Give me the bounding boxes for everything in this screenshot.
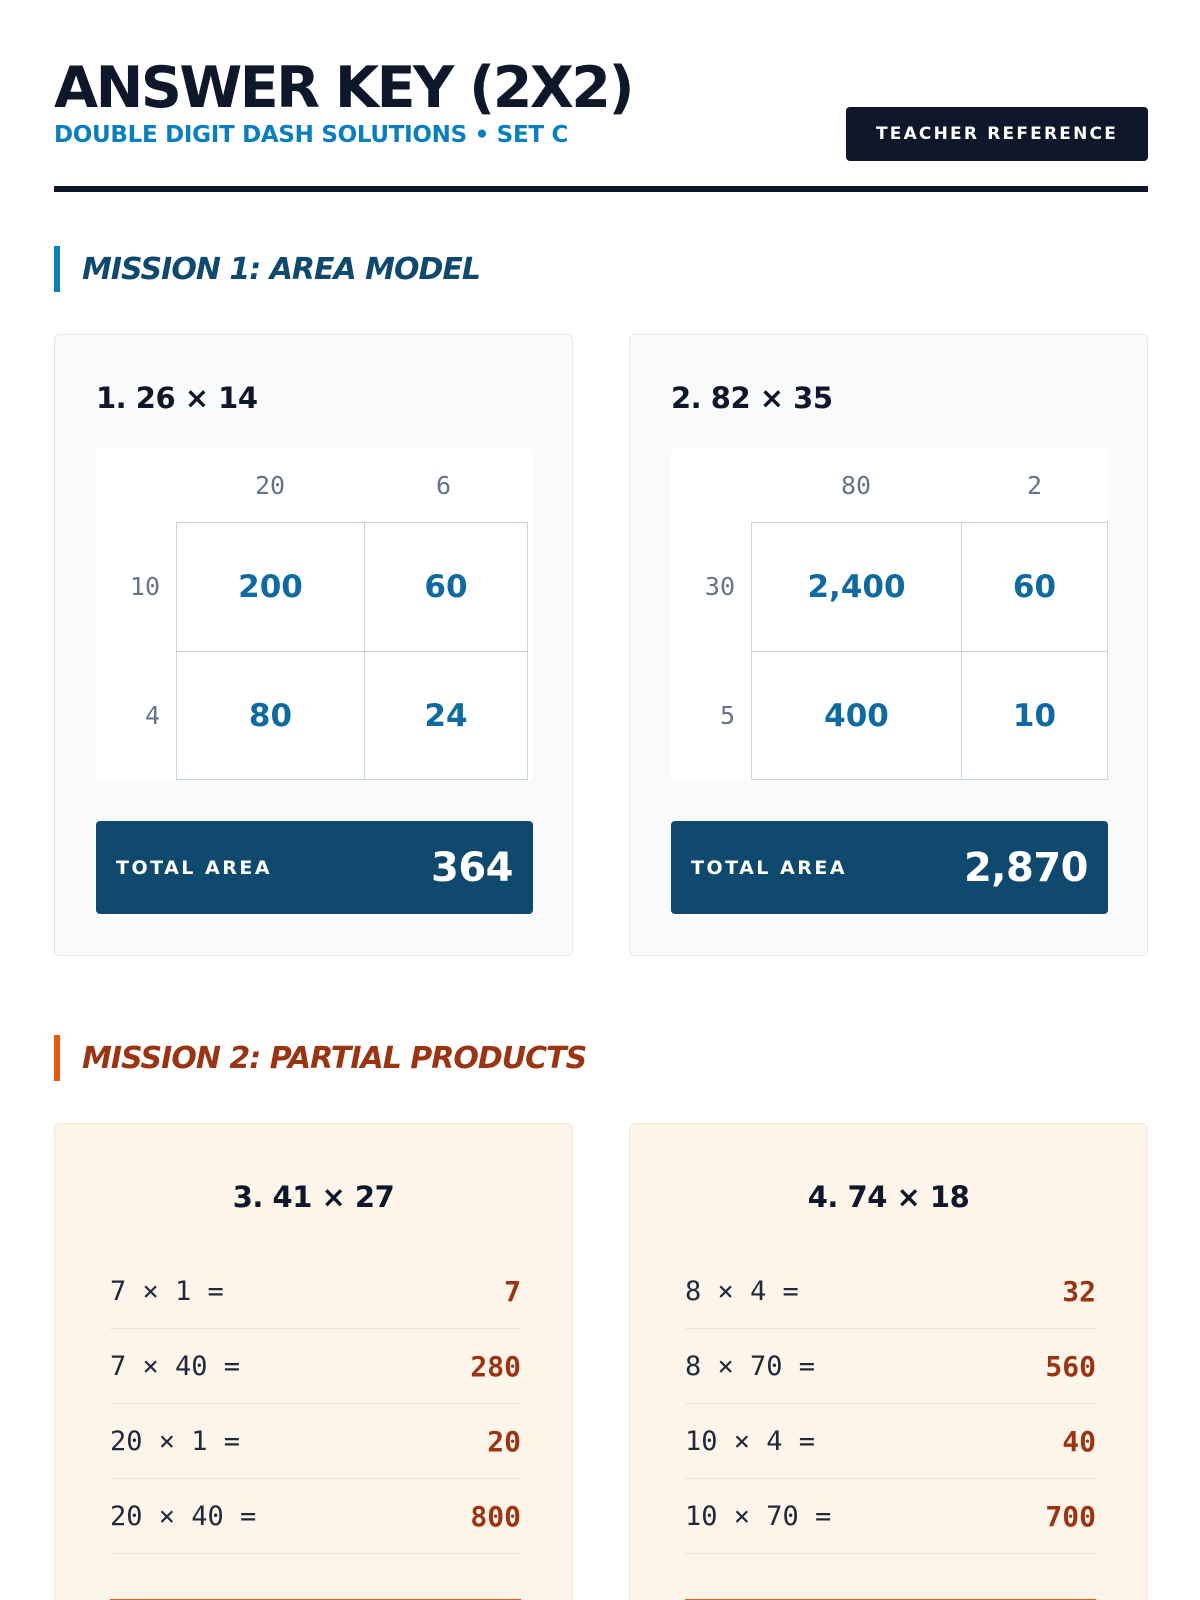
- page-title: ANSWER KEY (2X2): [54, 55, 633, 121]
- page-subtitle: DOUBLE DIGIT DASH SOLUTIONS • SET C: [54, 122, 569, 148]
- list-item: [685, 1254, 1096, 1329]
- grid-cell: 24: [364, 651, 528, 780]
- column-label: 20: [254, 471, 286, 500]
- problem-label: 3. 41 × 27: [232, 1180, 395, 1214]
- partial-product-equation: 10 × 70 =: [685, 1500, 832, 1532]
- partial-product-value: 7: [504, 1274, 521, 1308]
- partial-product-value: 700: [1045, 1499, 1096, 1533]
- list-item: [110, 1329, 521, 1404]
- partial-product-equation: 8 × 4 =: [685, 1275, 799, 1307]
- partial-product-equation: 8 × 70 =: [685, 1350, 816, 1382]
- mission-1-heading: [54, 246, 480, 292]
- partial-product-value: 280: [470, 1349, 521, 1383]
- header-divider: [54, 186, 1148, 192]
- grid-cell: 60: [364, 522, 528, 652]
- problem-label: 4. 74 × 18: [807, 1180, 970, 1214]
- partial-product-equation: 7 × 40 =: [110, 1350, 241, 1382]
- column-label: 2: [1026, 471, 1043, 500]
- problem-label: 2. 82 × 35: [671, 381, 833, 415]
- area-model-grid: [671, 449, 1108, 780]
- list-item: [685, 1479, 1096, 1554]
- area-model-card-2: [629, 334, 1148, 956]
- total-area-label: TOTAL AREA: [116, 856, 273, 879]
- partial-product-value: 40: [1062, 1424, 1096, 1458]
- teacher-reference-badge: TEACHER REFERENCE: [846, 107, 1148, 161]
- page-header: [54, 56, 1148, 194]
- section-title: MISSION 1: AREA MODEL: [82, 251, 481, 287]
- section-accent-bar: [54, 1035, 60, 1081]
- total-area-value: 2,870: [963, 844, 1088, 891]
- grid-cell: 80: [176, 651, 365, 780]
- list-item: [110, 1404, 521, 1479]
- list-item: [685, 1404, 1096, 1479]
- partial-product-value: 20: [487, 1424, 521, 1458]
- section-accent-bar: [54, 246, 60, 292]
- partial-products-card-4: [629, 1123, 1148, 1600]
- problem-label: 1. 26 × 14: [96, 381, 258, 415]
- grid-cell: 60: [961, 522, 1108, 652]
- list-item: [110, 1479, 521, 1554]
- grid-cell: 200: [176, 522, 365, 652]
- column-label: 80: [840, 471, 872, 500]
- total-area-label: TOTAL AREA: [691, 856, 848, 879]
- partial-products-card-3: [54, 1123, 573, 1600]
- row-label: 30: [704, 572, 735, 601]
- partial-product-equation: 10 × 4 =: [685, 1425, 816, 1457]
- row-label: 4: [144, 701, 160, 730]
- list-item: [110, 1254, 521, 1329]
- partial-product-equation: 7 × 1 =: [110, 1275, 224, 1307]
- grid-cell: 10: [961, 651, 1108, 780]
- grid-cell: 400: [751, 651, 962, 780]
- row-label: 10: [129, 572, 160, 601]
- partial-product-value: 560: [1045, 1349, 1096, 1383]
- list-item: [685, 1329, 1096, 1404]
- total-area-value: 364: [431, 844, 513, 891]
- column-label: 6: [435, 471, 452, 500]
- partial-product-value: 800: [470, 1499, 521, 1533]
- mission-2-heading: [54, 1035, 586, 1081]
- partial-product-equation: 20 × 40 =: [110, 1500, 257, 1532]
- row-label: 5: [719, 701, 735, 730]
- area-model-grid: [96, 449, 533, 780]
- total-area-bar: [96, 821, 533, 914]
- grid-cell: 2,400: [751, 522, 962, 652]
- partial-products-list: [685, 1254, 1096, 1554]
- partial-products-list: [110, 1254, 521, 1554]
- area-model-card-1: [54, 334, 573, 956]
- section-title: MISSION 2: PARTIAL PRODUCTS: [82, 1040, 587, 1076]
- partial-product-value: 32: [1062, 1274, 1096, 1308]
- total-area-bar: [671, 821, 1108, 914]
- partial-product-equation: 20 × 1 =: [110, 1425, 241, 1457]
